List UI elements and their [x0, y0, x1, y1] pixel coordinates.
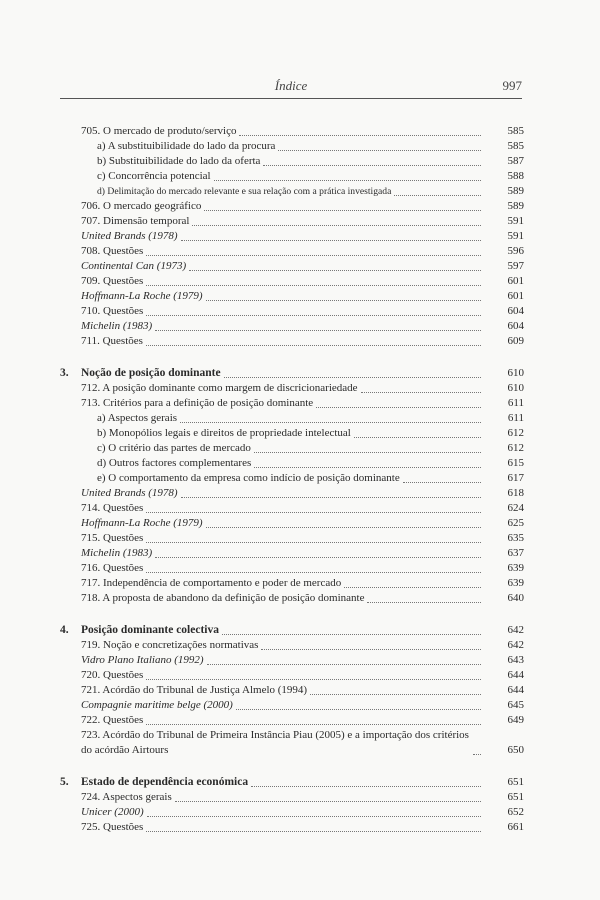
entry-page-number: 649 [507, 714, 524, 726]
entry-page-number: 601 [507, 290, 524, 302]
entry-title [81, 259, 186, 274]
table-of-contents [0, 124, 600, 835]
dot-leader [236, 709, 481, 710]
dot-leader [254, 452, 481, 453]
toc-entry [0, 199, 600, 214]
entry-title [81, 334, 143, 349]
entry-page-number: 635 [507, 532, 524, 544]
entry-page-number: 651 [507, 776, 524, 788]
entry-text: 717. Independência de comportamento e poder de mercado [81, 577, 342, 589]
entry-page-number: 591 [507, 215, 524, 227]
entry-page-number: 618 [507, 487, 524, 499]
entry-text: 708. Questões [81, 245, 144, 257]
entry-page-number: 624 [507, 502, 524, 514]
entry-title [81, 289, 203, 304]
entry-page-number: 637 [507, 547, 524, 559]
entry-title [97, 456, 251, 471]
entry-text: 715. Questões [81, 532, 144, 544]
entry-text: d) Delimitação do mercado relevante e sua relação com a prática investigada [97, 186, 392, 197]
entry-page-number: 625 [507, 517, 524, 529]
entry-title [81, 653, 204, 668]
dot-leader [310, 694, 481, 695]
entry-text: Vidro Plano Italiano (1992) [81, 654, 204, 666]
entry-text: Michelin (1983) [81, 547, 153, 559]
entry-text: 712. A posição dominante como margem de discricionariedade [81, 382, 358, 394]
entry-page-number: 639 [507, 562, 524, 574]
dot-leader [473, 754, 481, 755]
dot-leader [367, 602, 481, 603]
entry-title [81, 229, 178, 244]
toc-entry [0, 169, 600, 184]
toc-entry [0, 154, 600, 169]
entry-page-number: 597 [507, 260, 524, 272]
header-page-number: 997 [502, 78, 522, 93]
section-number: 4. [60, 624, 69, 636]
toc-entry [0, 229, 600, 244]
dot-leader [263, 165, 481, 166]
entry-text: 710. Questões [81, 305, 144, 317]
toc-entry [0, 124, 600, 139]
dot-leader [146, 679, 481, 680]
dot-leader [261, 649, 481, 650]
entry-title [81, 274, 143, 289]
entry-text: Estado de dependência económica [81, 776, 249, 788]
dot-leader [146, 724, 481, 725]
entry-page-number: 612 [507, 442, 524, 454]
entry-title [81, 805, 144, 820]
entry-text: United Brands (1978) [81, 230, 178, 242]
entry-page-number: 604 [507, 320, 524, 332]
entry-title [81, 728, 470, 758]
entry-text: Michelin (1983) [81, 320, 153, 332]
entry-title [81, 698, 233, 713]
entry-text: 722. Questões [81, 714, 144, 726]
dot-leader [214, 180, 481, 181]
toc-entry [0, 139, 600, 154]
entry-text: 711. Questões [81, 335, 143, 347]
entry-page-number: 596 [507, 245, 524, 257]
entry-title [97, 139, 275, 154]
section-number: 3. [60, 367, 69, 379]
entry-text: a) Aspectos gerais [97, 412, 178, 424]
entry-text: e) O comportamento da empresa como indício de posição dominante [97, 472, 400, 484]
dot-leader [251, 786, 481, 787]
entry-text: 706. O mercado geográfico [81, 200, 202, 212]
toc-entry [0, 244, 600, 259]
entry-page-number: 610 [507, 382, 524, 394]
entry-text: 707. Dimensão temporal [81, 215, 190, 227]
entry-text: Noção de posição dominante [81, 367, 221, 379]
entry-page-number: 612 [507, 427, 524, 439]
dot-leader [146, 315, 481, 316]
toc-entry [0, 790, 600, 805]
entry-title [81, 638, 258, 653]
entry-title [81, 820, 143, 835]
toc-entry [0, 334, 600, 349]
entry-text: 709. Questões [81, 275, 144, 287]
toc-entry [0, 653, 600, 668]
entry-title [81, 531, 143, 546]
entry-page-number: 585 [507, 125, 524, 137]
toc-entry [0, 683, 600, 698]
entry-page-number: 617 [507, 472, 524, 484]
entry-title [97, 154, 260, 169]
dot-leader [192, 225, 481, 226]
entry-text: c) Concorrência potencial [97, 170, 211, 182]
toc-entry [0, 668, 600, 683]
toc-entry [0, 471, 600, 486]
dot-leader [222, 634, 481, 635]
toc-entry [0, 501, 600, 516]
entry-title [97, 426, 351, 441]
toc-entry [0, 728, 600, 758]
section-heading [0, 623, 600, 638]
dot-leader [403, 482, 481, 483]
entry-text: 723. Acórdão do Tribunal de Primeira Instância Piau (2005) e a importação dos critérios do acórdão Airtours [81, 729, 469, 756]
entry-text: Hoffmann-La Roche (1979) [81, 290, 203, 302]
dot-leader [155, 557, 481, 558]
entry-title [97, 441, 251, 456]
entry-page-number: 645 [507, 699, 524, 711]
entry-page-number: 651 [507, 791, 524, 803]
entry-page-number: 639 [507, 577, 524, 589]
entry-text: 716. Questões [81, 562, 144, 574]
dot-leader [180, 422, 481, 423]
entry-text: Compagnie maritime belge (2000) [81, 699, 233, 711]
entry-title [97, 169, 211, 184]
dot-leader [189, 270, 481, 271]
entry-title [81, 713, 143, 728]
entry-text: 724. Aspectos gerais [81, 791, 172, 803]
dot-leader [146, 542, 481, 543]
entry-page-number: 615 [507, 457, 524, 469]
dot-leader [278, 150, 481, 151]
entry-page-number: 644 [507, 684, 524, 696]
entry-title [81, 591, 364, 606]
entry-title [81, 486, 178, 501]
dot-leader [206, 527, 481, 528]
entry-page-number: 611 [507, 397, 524, 409]
dot-leader [344, 587, 481, 588]
entry-text: 718. A proposta de abandono da definição de posição dominante [81, 592, 365, 604]
entry-page-number: 601 [507, 275, 524, 287]
dot-leader [146, 285, 481, 286]
entry-title [97, 411, 177, 426]
entry-title [81, 396, 313, 411]
dot-leader [146, 831, 481, 832]
entry-text: a) A substituibilidade do lado da procura [97, 140, 276, 152]
section-heading [0, 775, 600, 790]
toc-entry [0, 531, 600, 546]
dot-leader [239, 135, 481, 136]
dot-leader [146, 255, 481, 256]
toc-entry [0, 319, 600, 334]
section-title [60, 775, 248, 790]
entry-page-number: 640 [507, 592, 524, 604]
entry-page-number: 591 [507, 230, 524, 242]
toc-entry [0, 713, 600, 728]
entry-page-number: 589 [507, 185, 524, 197]
section-heading [0, 366, 600, 381]
dot-leader [147, 816, 481, 817]
entry-text: 725. Questões [81, 821, 144, 833]
dot-leader [361, 392, 481, 393]
entry-title [81, 561, 143, 576]
toc-entry [0, 426, 600, 441]
entry-page-number: 610 [507, 367, 524, 379]
toc-entry [0, 289, 600, 304]
entry-title [81, 381, 358, 396]
entry-text: b) Monopólios legais e direitos de propriedade intelectual [97, 427, 351, 439]
entry-title [81, 516, 203, 531]
entry-text: 721. Acórdão do Tribunal de Justiça Almelo (1994) [81, 684, 308, 696]
toc-entry [0, 214, 600, 229]
dot-leader [175, 801, 481, 802]
entry-page-number: 642 [507, 624, 524, 636]
page-header [60, 78, 522, 99]
entry-page-number: 661 [507, 821, 524, 833]
toc-entry [0, 456, 600, 471]
entry-page-number: 611 [507, 412, 524, 424]
entry-text: Unicer (2000) [81, 806, 144, 818]
entry-page-number: 588 [507, 170, 524, 182]
entry-text: 714. Questões [81, 502, 144, 514]
entry-title [81, 199, 201, 214]
entry-page-number: 604 [507, 305, 524, 317]
toc-entry [0, 561, 600, 576]
section-title [60, 366, 221, 381]
entry-text: 713. Critérios para a definição de posição dominante [81, 397, 314, 409]
entry-text: b) Substituibilidade do lado da oferta [97, 155, 261, 167]
toc-entry [0, 441, 600, 456]
dot-leader [394, 195, 481, 196]
entry-text: d) Outros factores complementares [97, 457, 252, 469]
entry-page-number: 589 [507, 200, 524, 212]
entry-page-number: 652 [507, 806, 524, 818]
entry-page-number: 642 [507, 639, 524, 651]
toc-entry [0, 638, 600, 653]
toc-entry [0, 591, 600, 606]
toc-entry [0, 576, 600, 591]
dot-leader [181, 240, 481, 241]
toc-entry [0, 698, 600, 713]
toc-entry [0, 820, 600, 835]
toc-entry [0, 516, 600, 531]
toc-entry [0, 486, 600, 501]
entry-text: United Brands (1978) [81, 487, 178, 499]
entry-title [81, 790, 172, 805]
dot-leader [224, 377, 481, 378]
entry-page-number: 644 [507, 669, 524, 681]
entry-text: 705. O mercado de produto/serviço [81, 125, 237, 137]
section-title [60, 623, 219, 638]
header-title: Índice [274, 78, 308, 93]
dot-leader [146, 572, 481, 573]
dot-leader [254, 467, 481, 468]
entry-text: 720. Questões [81, 669, 144, 681]
entry-title [81, 546, 152, 561]
entry-title [81, 214, 189, 229]
dot-leader [181, 497, 481, 498]
entry-title [97, 471, 400, 486]
dot-leader [204, 210, 481, 211]
toc-entry [0, 304, 600, 319]
entry-title [81, 319, 152, 334]
toc-entry [0, 184, 600, 199]
entry-page-number: 643 [507, 654, 524, 666]
toc-entry [0, 411, 600, 426]
section-number: 5. [60, 776, 69, 788]
entry-text: Hoffmann-La Roche (1979) [81, 517, 203, 529]
dot-leader [146, 345, 481, 346]
entry-text: 719. Noção e concretizações normativas [81, 639, 259, 651]
toc-entry [0, 546, 600, 561]
dot-leader [206, 300, 481, 301]
entry-title [81, 683, 307, 698]
entry-title [81, 244, 143, 259]
entry-title [81, 668, 143, 683]
toc-entry [0, 274, 600, 289]
entry-text: Posição dominante colectiva [81, 624, 219, 636]
toc-entry [0, 381, 600, 396]
entry-text: Continental Can (1973) [81, 260, 187, 272]
dot-leader [354, 437, 481, 438]
entry-title [81, 304, 143, 319]
entry-page-number: 609 [507, 335, 524, 347]
entry-page-number: 650 [507, 744, 524, 756]
entry-title [81, 576, 341, 591]
entry-text: c) O critério das partes de mercado [97, 442, 251, 454]
toc-entry [0, 396, 600, 411]
dot-leader [316, 407, 481, 408]
entry-page-number: 585 [507, 140, 524, 152]
toc-entry [0, 805, 600, 820]
entry-page-number: 587 [507, 155, 524, 167]
entry-title [97, 184, 391, 199]
toc-entry [0, 259, 600, 274]
dot-leader [146, 512, 481, 513]
dot-leader [207, 664, 481, 665]
entry-title [81, 124, 236, 139]
entry-title [81, 501, 143, 516]
dot-leader [155, 330, 481, 331]
